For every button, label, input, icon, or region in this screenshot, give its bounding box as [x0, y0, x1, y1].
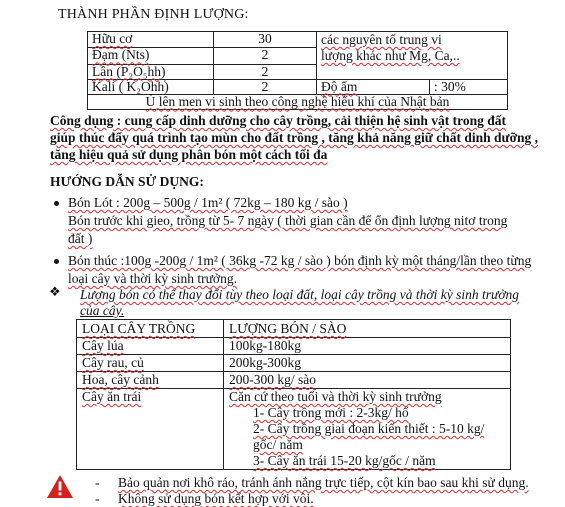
- diamond-bullet-icon: ❖: [49, 285, 61, 300]
- comp-label-nitrogen: Đạm (Nts): [88, 48, 214, 64]
- dosage-table: [76, 319, 511, 470]
- topdress-line-1: Bón thúc :100g -200g / 1m² ( 36kg -72 kg / sào ) bón định kỳ một tháng/lần theo từng: [68, 253, 532, 268]
- basal-line-3: đất ): [68, 231, 93, 246]
- uses-line-1: Công dụng : cung cấp dinh dưỡng cho cây trồng, cải thiện hệ sinh vật trong đất: [50, 113, 507, 128]
- moisture-label: Độ ẩm: [317, 79, 430, 94]
- empty-cell: [317, 64, 508, 79]
- dosage-crop-vegetables: Cây rau, củ: [77, 355, 224, 372]
- warning-icon: [46, 474, 74, 499]
- uses-line-2: giúp thúc đẩy quá trình tạo mùn cho đất trồng , tăng khả năng giữ chất dinh dưỡng ,: [50, 130, 539, 145]
- dosage-amount-vegetables: 200kg-300kg: [224, 355, 511, 372]
- comp-value-phosphorus: 2: [214, 64, 317, 79]
- comp-label-phosphorus: Lân (P₂O₅hh): [88, 64, 214, 79]
- comp-value-nitrogen: 2: [214, 48, 317, 64]
- topdress-line-2: loại cây và thời kỳ sinh trưởng.: [68, 271, 237, 286]
- dosage-amount-fruit: Căn cứ theo tuổi và thời kỳ sinh trưởng 1- Cây trồng mới : 2-3kg/ hố 2- Cây trồng giai đoạn kiến thiết : 5-10 kg/ gốc/ năm 3- Cây ăn trái 15-20 kg/gốc / năm: [224, 389, 511, 470]
- warning-dash-1: -: [95, 475, 100, 490]
- comp-value-potassium: 2: [214, 79, 317, 94]
- trace-elements-cell: các nguyên tố trung vi lượng khác như Mg, Ca,..: [317, 32, 508, 65]
- dosage-header-amount: LƯỢNG BÓN / SÀO: [224, 320, 511, 338]
- warning-line-1: Bảo quản nơi khô ráo, tránh ánh nắng trực tiếp, cột kín bao sau khi sử dụng.: [118, 475, 529, 490]
- comp-label-organic: Hữu cơ: [88, 32, 214, 48]
- dosage-amount-flowers: 200-300 kg/ sào: [224, 372, 511, 389]
- note-line-2: của cây.: [80, 303, 125, 318]
- dosage-crop-rice: Cây lúa: [77, 338, 224, 355]
- bullet-icon: [54, 201, 59, 206]
- bullet-icon: [54, 259, 59, 264]
- dosage-header-crop: LOẠI CÂY TRỒNG: [77, 320, 224, 338]
- warning-dash-2: -: [95, 491, 100, 506]
- composition-title: THÀNH PHẦN ĐỊNH LƯỢNG:: [58, 7, 249, 22]
- basal-line-2: Bón trước khi gieo, trồng từ 5- 7 ngày ( thời gian cần để ổn định lượng nitơ trong: [68, 213, 508, 228]
- dosage-amount-rice: 100kg-180kg: [224, 338, 511, 355]
- note-line-1: Lượng bón có thể thay đổi tùy theo loại đất, loại cây trồng và thời kỳ sinh trưởng: [80, 287, 520, 302]
- dosage-crop-flowers: Hoa, cây cảnh: [77, 372, 224, 389]
- composition-footer: Ủ lên men vi sinh theo công nghệ hiếu khí của Nhật bản: [88, 94, 508, 109]
- comp-label-potassium: Kali ( K₂Ohh): [88, 79, 214, 94]
- basal-line-1: Bón Lót : 200g – 500g / 1m² ( 72kg – 180 kg / sào ): [68, 195, 348, 210]
- composition-table: [87, 31, 508, 110]
- uses-line-3: tăng hiệu quả sử dụng phân bón một cách tối đa: [50, 147, 328, 162]
- warning-line-2: Không sử dụng bón kết hợp với vôi.: [118, 491, 314, 506]
- guide-title: HƯỚNG DẪN SỬ DỤNG:: [50, 174, 204, 189]
- dosage-crop-fruit: Cây ăn trái: [77, 389, 224, 470]
- comp-value-organic: 30: [214, 32, 317, 48]
- moisture-value: : 30%: [430, 79, 508, 94]
